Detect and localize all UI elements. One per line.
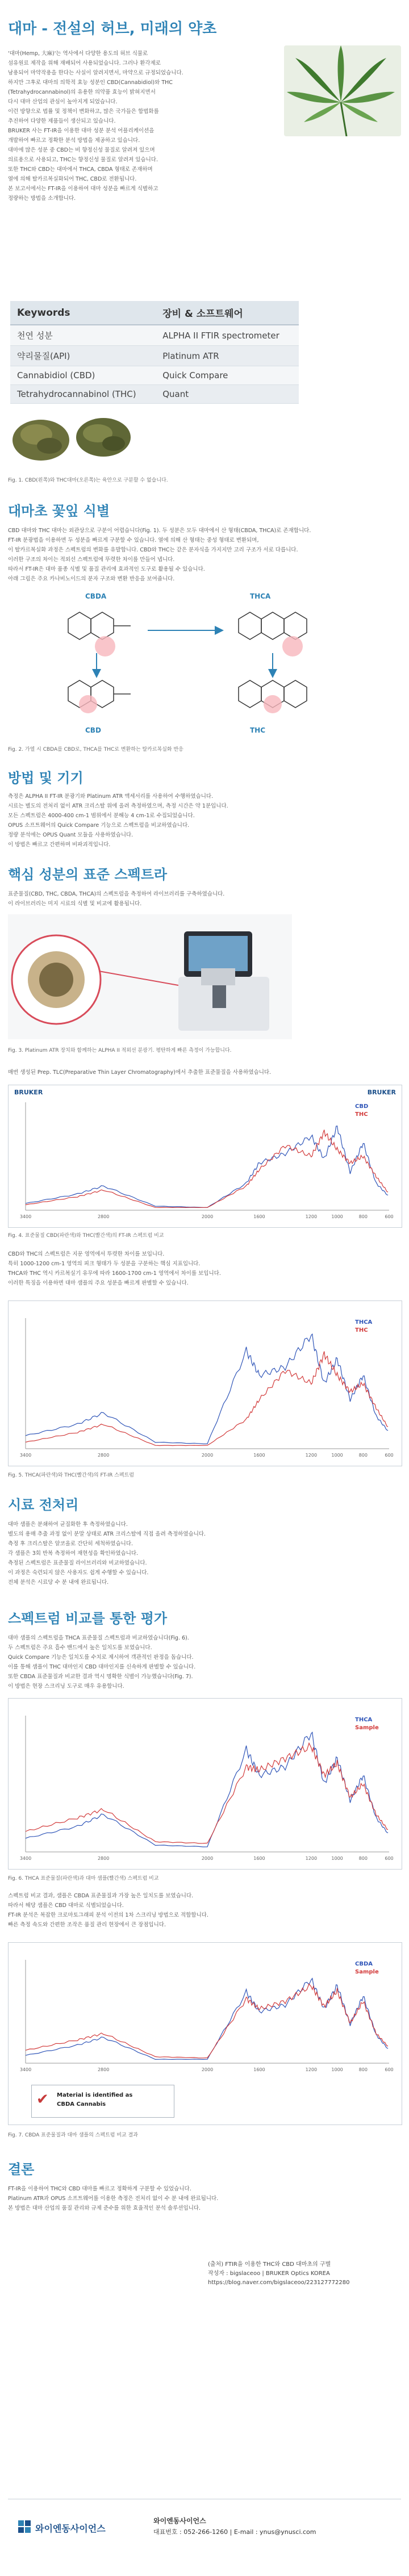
x-tick-label: 600: [385, 1856, 394, 1861]
identified-material-text: Material is identified as: [57, 2092, 133, 2098]
x-tick-label: 1200: [305, 1453, 318, 1458]
series-line-thc: [26, 1352, 388, 1446]
bruker-logo: BRUKER: [14, 1089, 43, 1096]
legend-cbda: CBDA: [355, 1961, 373, 1967]
ftir-instrument-photo: [8, 914, 292, 1039]
table-header-keywords: Keywords: [10, 301, 156, 325]
keyword-table: [10, 301, 299, 404]
table-row: 천연 성분 ALPHA II FTIR spectrometer: [10, 325, 299, 346]
x-tick-label: 600: [385, 1214, 394, 1219]
x-tick-label: 1200: [305, 1856, 318, 1861]
table-row: 약리물질(API) Platinum ATR: [10, 346, 299, 366]
legend-cbd: CBD: [355, 1103, 369, 1110]
section-title-methods: 방법 및 기기: [8, 770, 84, 786]
figure-5-caption: Fig. 5. THCA(파란색)와 THC(빨간색)의 FT-IR 스펙트럼: [8, 1473, 134, 1478]
table-row: Cannabidiol (CBD) Quick Compare: [10, 366, 299, 385]
spectrum-chart-sample-thca: [8, 1698, 402, 1870]
section-title-standards: 핵심 성분의 표준 스펙트라: [8, 867, 168, 883]
series-line-thc: [26, 1130, 388, 1207]
series-line-thca: [26, 1334, 388, 1444]
check-icon: ✔: [36, 2091, 49, 2108]
spectrum-chart-sample-cbda: [8, 1942, 402, 2125]
section-title-conclusion: 결론: [8, 2161, 35, 2177]
figure-2-caption: Fig. 2. 가열 시 CBDA를 CBD로, THCA를 THC로 변환하는 탈카르복실화 반응: [8, 747, 183, 752]
figure-1-caption: Fig. 1. CBD(왼쪽)와 THC대마(오른쪽)는 육안으로 구분할 수 없습니다.: [8, 478, 168, 483]
series-line-cbda: [26, 1979, 388, 2060]
standards-text: 표준물질(CBD, THC, CBDA, THCA)의 스펙트럼을 측정하여 라이브러리를 구축하였습니다. 이 라이브러리는 미지 시료의 식별 및 비교에 활용됩니다.: [8, 891, 225, 907]
x-tick-label: 1000: [331, 1453, 343, 1458]
label-cbda: CBDA: [85, 592, 107, 600]
x-tick-label: 1200: [305, 1214, 318, 1219]
figure-7-caption: Fig. 7. CBDA 표준물질과 대마 샘플의 스펙트럼 비교 결과: [8, 2132, 138, 2138]
legend-thca: THCA: [355, 1717, 373, 1723]
spectra-analysis-text: CBD와 THC의 스펙트럼은 지문 영역에서 뚜렷한 차이를 보입니다. 특히 1000-1200 cm-1 영역의 피크 형태가 두 성분을 구분하는 핵심 지표입니다. THCA와 THC 역시 카르복실기 유무에 따라 1600-1700 cm-1 영역에서 차이를 보입니다. 이러한 특징을 이용하면 대마 샘플의 주요 성분을 빠르게 판별할 수 있습니다.: [8, 1251, 221, 1286]
x-tick-label: 2000: [201, 1453, 214, 1458]
section-title-pretreatment: 시료 전처리: [8, 1497, 79, 1513]
x-tick-label: 1000: [331, 1856, 343, 1861]
company-logo: [17, 2519, 106, 2536]
x-tick-label: 1600: [253, 1856, 265, 1861]
company-logo-icon: [17, 2519, 32, 2534]
x-tick-label: 800: [358, 1453, 368, 1458]
figure-3-caption: Fig. 3. Platinum ATR 장치와 함께하는 ALPHA II 적외선 분광기. 평탄하게 빠른 측정이 가능합니다.: [8, 1048, 232, 1053]
identification-text: CBD 대마와 THC 대마는 외관상으로 구분이 어렵습니다(Fig. 1). 두 성분은 모두 대마에서 산 형태(CBDA, THCA)로 존재합니다. FT-IR 분광법을 이용하면 두 성분을 빠르게 구분할 수 있습니다. 열에 의해 산 형태는 중성 형태로 변환되며, 이 탈카르복실화 과정은 스펙트럼의 변화를 유발합니다. CBD와 THC는 같은 분자식을 가지지만 고리 구조가 서로 다릅니다. 이러한 구조의 차이는 적외선 스펙트럼에 뚜렷한 차이를 만들어 냅니다. 따라서 FT-IR은 대마 품종 식별 및 품질 관리에 효과적인 도구로 활용될 수 있습니다. 아래 그림은 주요 카나비노이드의 분자 구조와 변환 반응을 보여줍니다.: [8, 528, 311, 582]
conclusion-text: FT-IR을 이용하여 THC와 CBD 대마를 빠르고 정확하게 구분할 수 있었습니다. Platinum ATR과 OPUS 소프트웨어를 이용한 측정은 전처리 없이 수 분 내에 완료됩니다. 본 방법은 대마 산업의 품질 관리와 규제 준수를 위한 효율적인 분석 솔루션입니다.: [8, 2186, 219, 2211]
series-line-cbd: [26, 1126, 388, 1208]
company-logo-text: 와이엔동사이언스: [35, 2523, 106, 2534]
spectrum-chart-cbd-thc: [8, 1085, 402, 1228]
series-line-sample: [26, 1984, 388, 2058]
footer-email-link[interactable]: ynus@ynusci.com: [260, 2528, 316, 2536]
x-tick-label: 3400: [19, 1214, 32, 1219]
section-title-identification: 대마초 꽃잎 식별: [8, 503, 110, 519]
spectrum-chart-thca-thc: [8, 1300, 402, 1466]
table-row: Tetrahydrocannabinol (THC) Quant: [10, 385, 299, 404]
comparison-text: 대마 샘플의 스펙트럼을 THCA 표준물질 스펙트럼과 비교하였습니다(Fig. 6). 두 스펙트럼은 주요 흡수 밴드에서 높은 일치도를 보였습니다. Quick Compare 기능은 일치도를 수치로 제시하여 객관적인 판정을 돕습니다. 이를 통해 샘플이 THC 대마인지 CBD 대마인지를 신속하게 판별할 수 있습니다. 또한 CBDA 표준물질과 비교한 결과 역시 명확한 식별이 가능했습니다(Fig. 7). 이 방법은 현장 스크리닝 도구로 매우 유용합니다.: [8, 1635, 196, 1690]
x-tick-label: 2800: [97, 2067, 110, 2072]
x-tick-label: 2000: [201, 1856, 214, 1861]
dried-hemp-photo: [7, 406, 143, 469]
x-tick-label: 3400: [19, 1453, 32, 1458]
footer-contact: 대표번호 : 052-266-1260 | E-mail : ynus@ynusci.com: [153, 2528, 316, 2536]
table-header-equipment: 장비 & 소프트웨어: [156, 301, 299, 325]
series-line-sample: [26, 1743, 388, 1843]
x-tick-label: 1600: [253, 1214, 265, 1219]
methods-text: 측정은 ALPHA II FT-IR 분광기와 Platinum ATR 액세서리를 사용하여 수행하였습니다. 시료는 별도의 전처리 없이 ATR 크리스탈 위에 올려 측정하였으며, 측정 시간은 약 1분입니다. 모든 스펙트럼은 4000-400 cm-1 범위에서 분해능 4 cm-1로 수집되었습니다. OPUS 소프트웨어의 Quick Compare 기능으로 스펙트럼을 비교하였습니다. 정량 분석에는 OPUS Quant 모듈을 사용하였습니다. 이 방법은 빠르고 간편하며 비파괴적입니다.: [8, 793, 228, 848]
x-tick-label: 2800: [97, 1453, 110, 1458]
footer-divider: |: [229, 2528, 234, 2536]
label-thc: THC: [250, 726, 266, 734]
legend-thc: THC: [355, 1111, 368, 1118]
x-tick-label: 1200: [305, 2067, 318, 2072]
x-tick-label: 1000: [331, 2067, 343, 2072]
section-title-comparison: 스펙트럼 비교를 통한 평가: [8, 1611, 168, 1626]
x-tick-label: 3400: [19, 1856, 32, 1861]
x-tick-label: 1600: [253, 1453, 265, 1458]
identified-material-name: CBDA Cannabis: [57, 2101, 106, 2107]
footer-company-name: 와이엔동사이언스: [153, 2517, 206, 2525]
document-title: 대마 - 전설의 허브, 미래의 약초: [8, 20, 217, 37]
legend-sample: Sample: [355, 1725, 379, 1731]
prep-text: 매번 생성된 Prep. TLC(Preparative Thin Layer Chromatography)에서 추출한 표준물질을 사용하였습니다.: [8, 1069, 272, 1076]
x-tick-label: 1000: [331, 1214, 343, 1219]
source-credit: (출처) FTIR을 이용한 THC와 CBD 대마초의 구별 작성자 : bigslaceoo | BRUKER Optics KOREA https://blog.naver.com/bigslaceoo/223127772280: [208, 2261, 350, 2286]
comparison-result-text: 스펙트럼 비교 결과, 샘플은 CBDA 표준물질과 가장 높은 일치도를 보였습니다. 따라서 해당 샘플은 CBD 대마로 식별되었습니다. FT-IR 분석은 복잡한 크로마토그래피 분석 이전의 1차 스크리닝 방법으로 적합합니다. 빠른 측정 속도와 간편한 조작은 품질 관리 현장에서 큰 장점입니다.: [8, 1893, 208, 1928]
x-tick-label: 600: [385, 2067, 394, 2072]
x-tick-label: 2000: [201, 1214, 214, 1219]
legend-thca: THCA: [355, 1319, 373, 1325]
x-tick-label: 800: [358, 2067, 368, 2072]
legend-thc: THC: [355, 1327, 368, 1333]
pretreatment-text: 대마 샘플은 분쇄하여 균질화한 후 측정하였습니다. 별도의 용매 추출 과정 없이 분말 상태로 ATR 크리스탈에 직접 올려 측정하였습니다. 측정 후 크리스탈은 알코올로 간단히 세척하였습니다. 각 샘플은 3회 반복 측정하여 재현성을 확인하였습니다. 측정된 스펙트럼은 표준물질 라이브러리와 비교하였습니다. 이 과정은 숙련되지 않은 사용자도 쉽게 수행할 수 있습니다. 전체 분석은 시료당 수 분 내에 완료됩니다.: [8, 1521, 206, 1586]
x-tick-label: 2000: [201, 2067, 214, 2072]
x-tick-label: 800: [358, 1214, 368, 1219]
label-cbd: CBD: [85, 726, 101, 734]
x-tick-label: 1600: [253, 2067, 265, 2072]
x-tick-label: 600: [385, 1453, 394, 1458]
figure-6-caption: Fig. 6. THCA 표준물질(파란색)과 대마 샘플(빨간색) 스펙트럼 비교: [8, 1876, 159, 1881]
series-line-thca: [26, 1732, 388, 1847]
x-tick-label: 800: [358, 1856, 368, 1861]
bruker-logo: BRUKER: [367, 1089, 396, 1096]
figure-4-caption: Fig. 4. 표준물질 CBD(파란색)와 THC(빨간색)의 FT-IR 스펙트럼 비교: [8, 1233, 164, 1239]
identified-material-box: [31, 2085, 174, 2118]
x-tick-label: 2800: [97, 1856, 110, 1861]
hemp-leaf-photo: [284, 45, 401, 136]
legend-sample: Sample: [355, 1969, 379, 1975]
label-thca: THCA: [250, 592, 271, 600]
x-tick-label: 3400: [19, 2067, 32, 2072]
molecular-structure-figure: [34, 591, 352, 738]
intro-text: '대마(Hemp, 大麻)'는 역사에서 다양한 용도의 허브 식물로 섬유원료 제작을 위해 재배되어 사용되었습니다. 그러나 환각제로 남용되어 마약작용을 한다는 사실이 알려지면서, 마약으로 규정되었습니다. 하지만 그후로 대마의 의학적 효능 성분인 CBD(Cannabidiol)와 THC (Tetrahydrocannabinol)의 유용한 의약품 효능이 밝혀지면서 다시 대마 산업의 관심이 높아지게 되었습니다. 이런 방향으로 법률 및 정책이 변화하고, 많은 국가들은 합법화를 추진하여 다양한 제품들이 생산되고 있습니다. BRUKER 사는 FT-IR을 이용한 대마 성분 분석 어플리케이션을 개발하여 빠르고 정확한 분석 방법을 제공하고 있습니다. 대마에 많은 성분 중 CBD는 비 향정신성 물질로 알려져 있으며 의료용으로 사용되고, THC는 향정신성 물질로 알려져 있습니다. 또한 THC와 CBD는 대마에서 THCA, CBDA 형태로 존재하며 열에 의해 탈카르복실화되어 THC, CBD로 전환됩니다. 본 보고서에서는 FT-IR을 이용하여 대마 성분을 빠르게 식별하고 정량하는 방법을 소개합니다.: [8, 51, 183, 202]
footer: [0, 2493, 409, 2576]
x-tick-label: 2800: [97, 1214, 110, 1219]
